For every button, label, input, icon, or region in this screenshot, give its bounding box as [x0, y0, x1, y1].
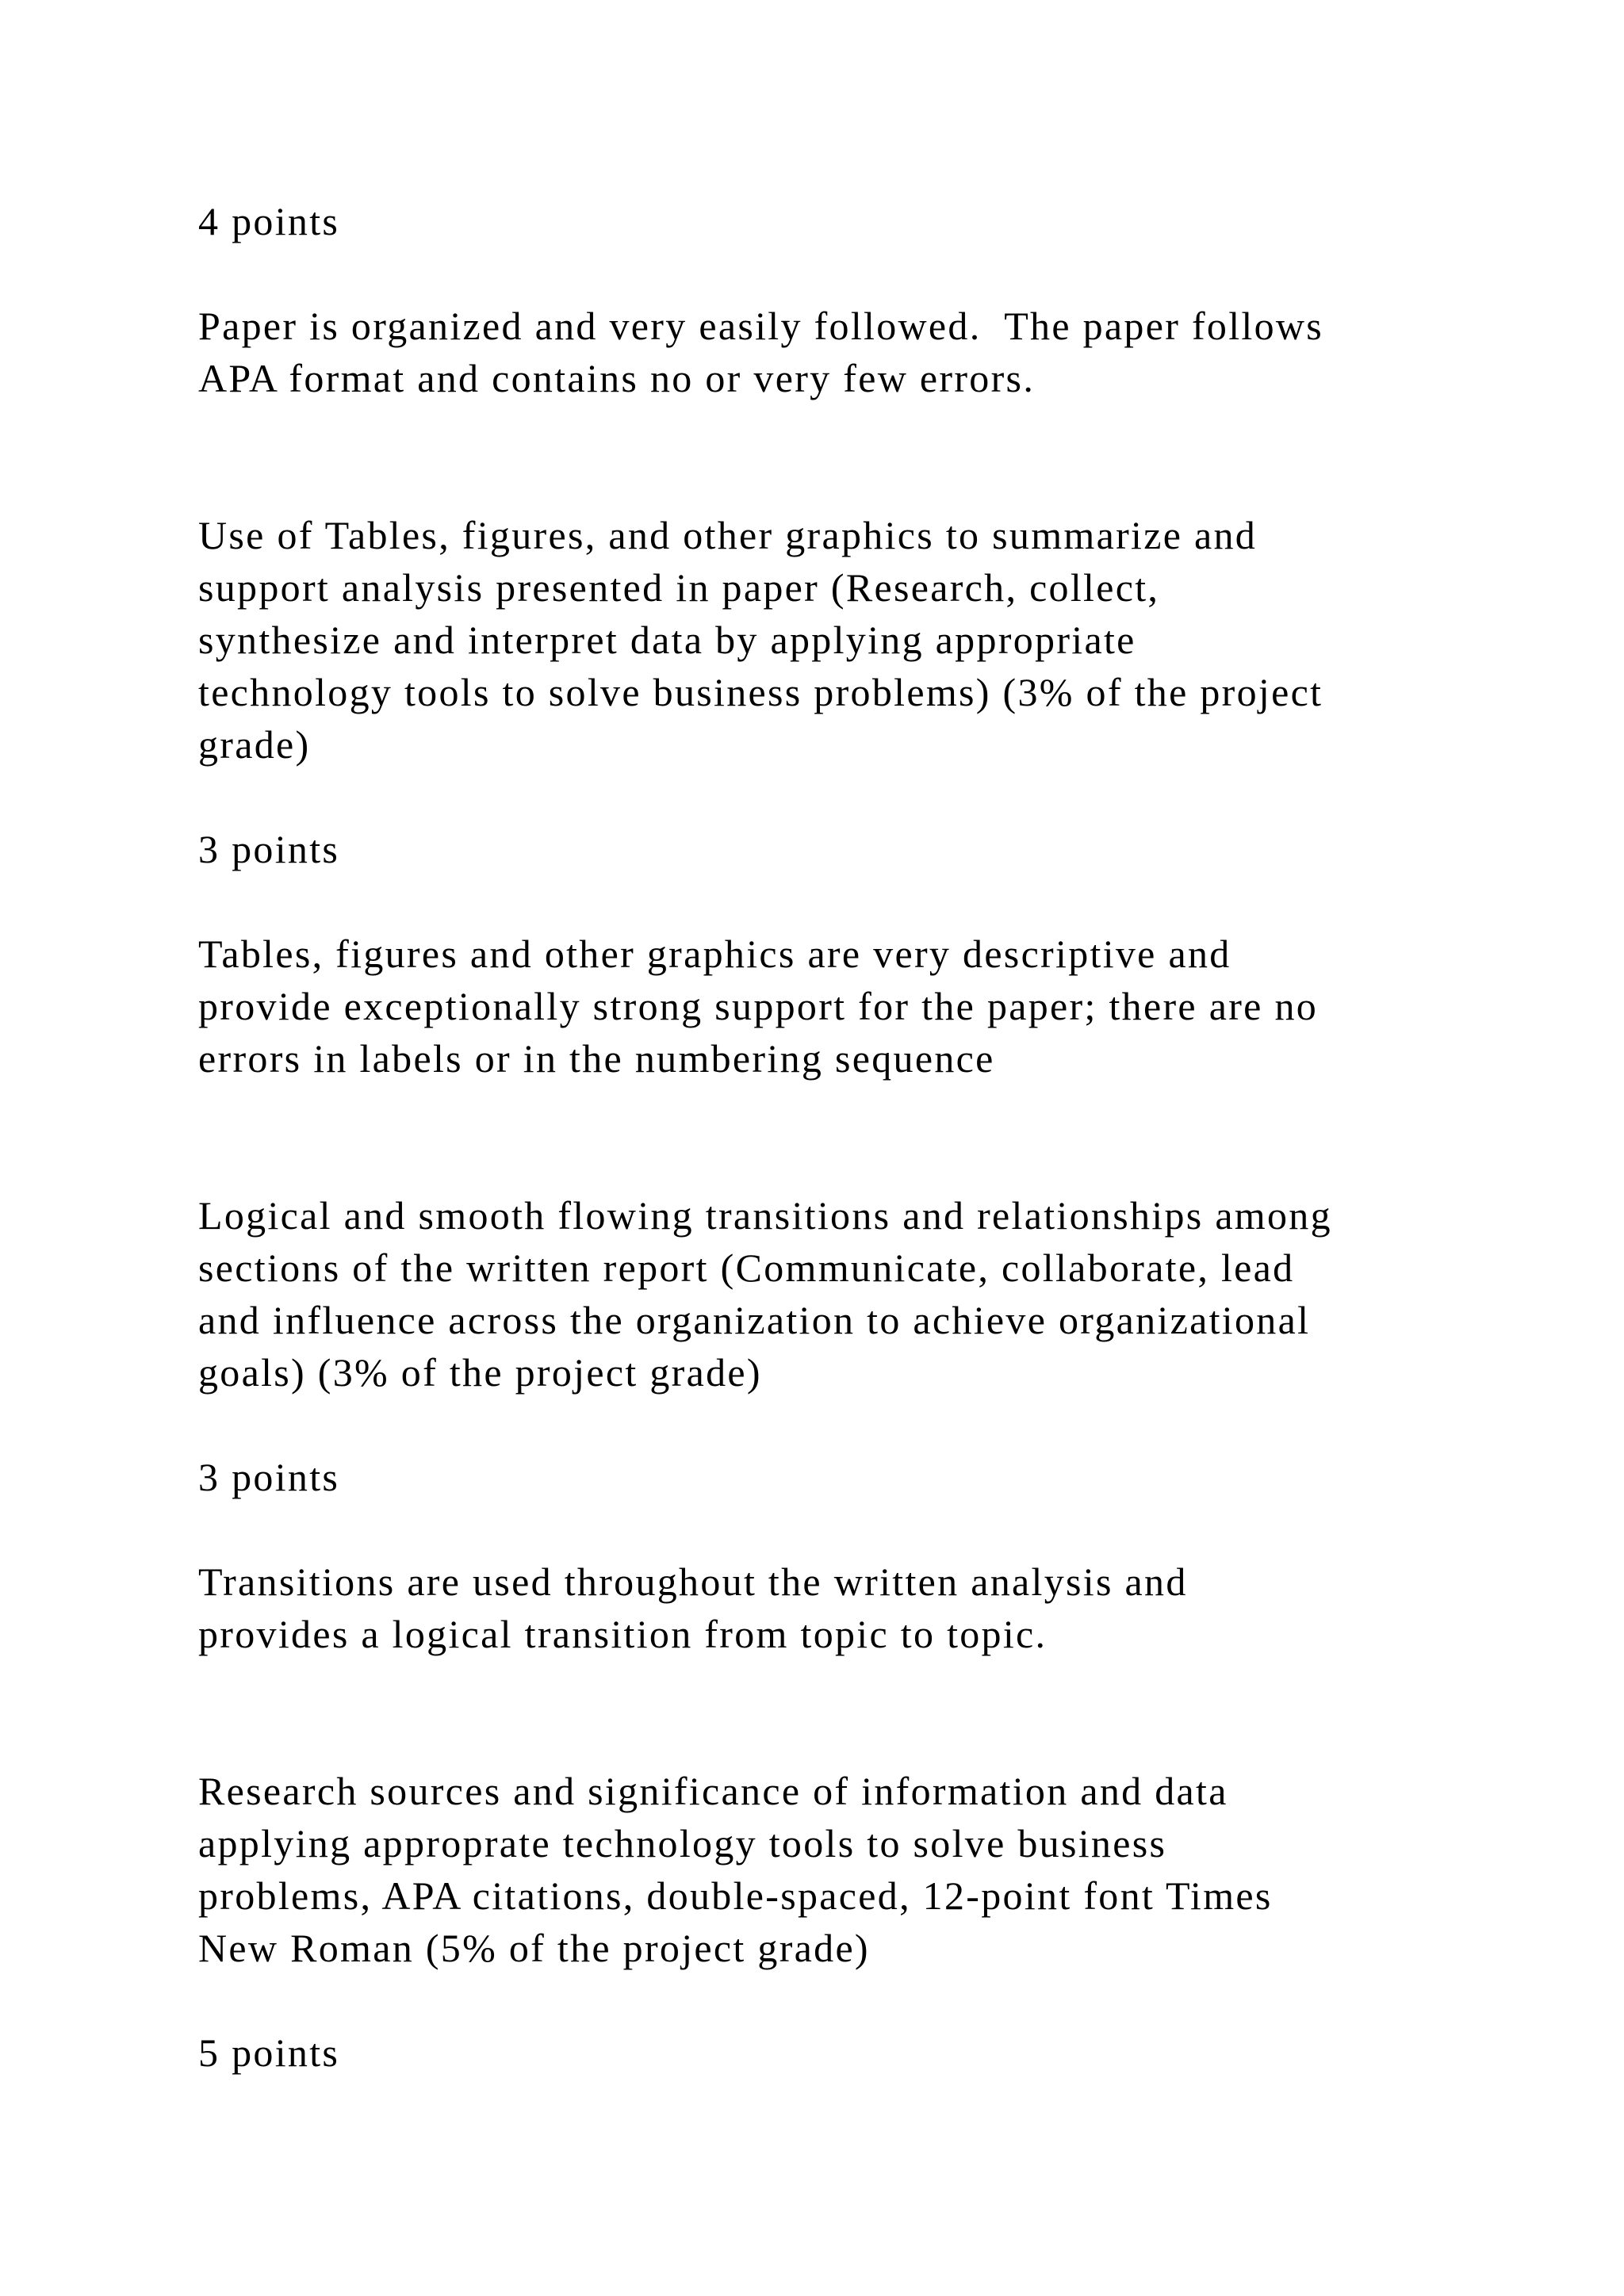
text-line: Transitions are used throughout the written analysis and [198, 1559, 1188, 1604]
text-line: Paper is organized and very easily followed. The paper follows [198, 304, 1324, 348]
text-line: New Roman (5% of the project grade) [198, 1926, 870, 1970]
points-label: 3 points [198, 1455, 340, 1499]
text-line: technology tools to solve business problems) (3% of the project [198, 670, 1323, 714]
text-line: errors in labels or in the numbering sequence [198, 1036, 995, 1081]
text-line: provide exceptionally strong support for the paper; there are no [198, 984, 1319, 1028]
text-line: support analysis presented in paper (Research, collect, [198, 565, 1160, 610]
points-label: 5 points [198, 2030, 340, 2075]
points-label: 3 points [198, 827, 340, 871]
text-line: applying approprate technology tools to solve business [198, 1821, 1167, 1866]
points-label: 4 points [198, 199, 340, 243]
text-line: and influence across the organization to achieve organizational [198, 1298, 1311, 1342]
text-line: APA format and contains no or very few errors. [198, 356, 1036, 400]
text-line: synthesize and interpret data by applying appropriate [198, 618, 1136, 662]
text-line: Tables, figures and other graphics are very descriptive and [198, 932, 1231, 976]
text-line: Research sources and significance of information and data [198, 1769, 1228, 1813]
text-line: Logical and smooth flowing transitions and relationships among [198, 1193, 1332, 1238]
text-line: goals) (3% of the project grade) [198, 1350, 762, 1395]
text-line: provides a logical transition from topic to topic. [198, 1612, 1048, 1656]
text-line: Use of Tables, figures, and other graphics to summarize and [198, 513, 1258, 557]
text-line: grade) [198, 722, 311, 767]
text-line: problems, APA citations, double-spaced, 12-point font Times [198, 1873, 1273, 1918]
text-line: sections of the written report (Communicate, collaborate, lead [198, 1246, 1295, 1290]
